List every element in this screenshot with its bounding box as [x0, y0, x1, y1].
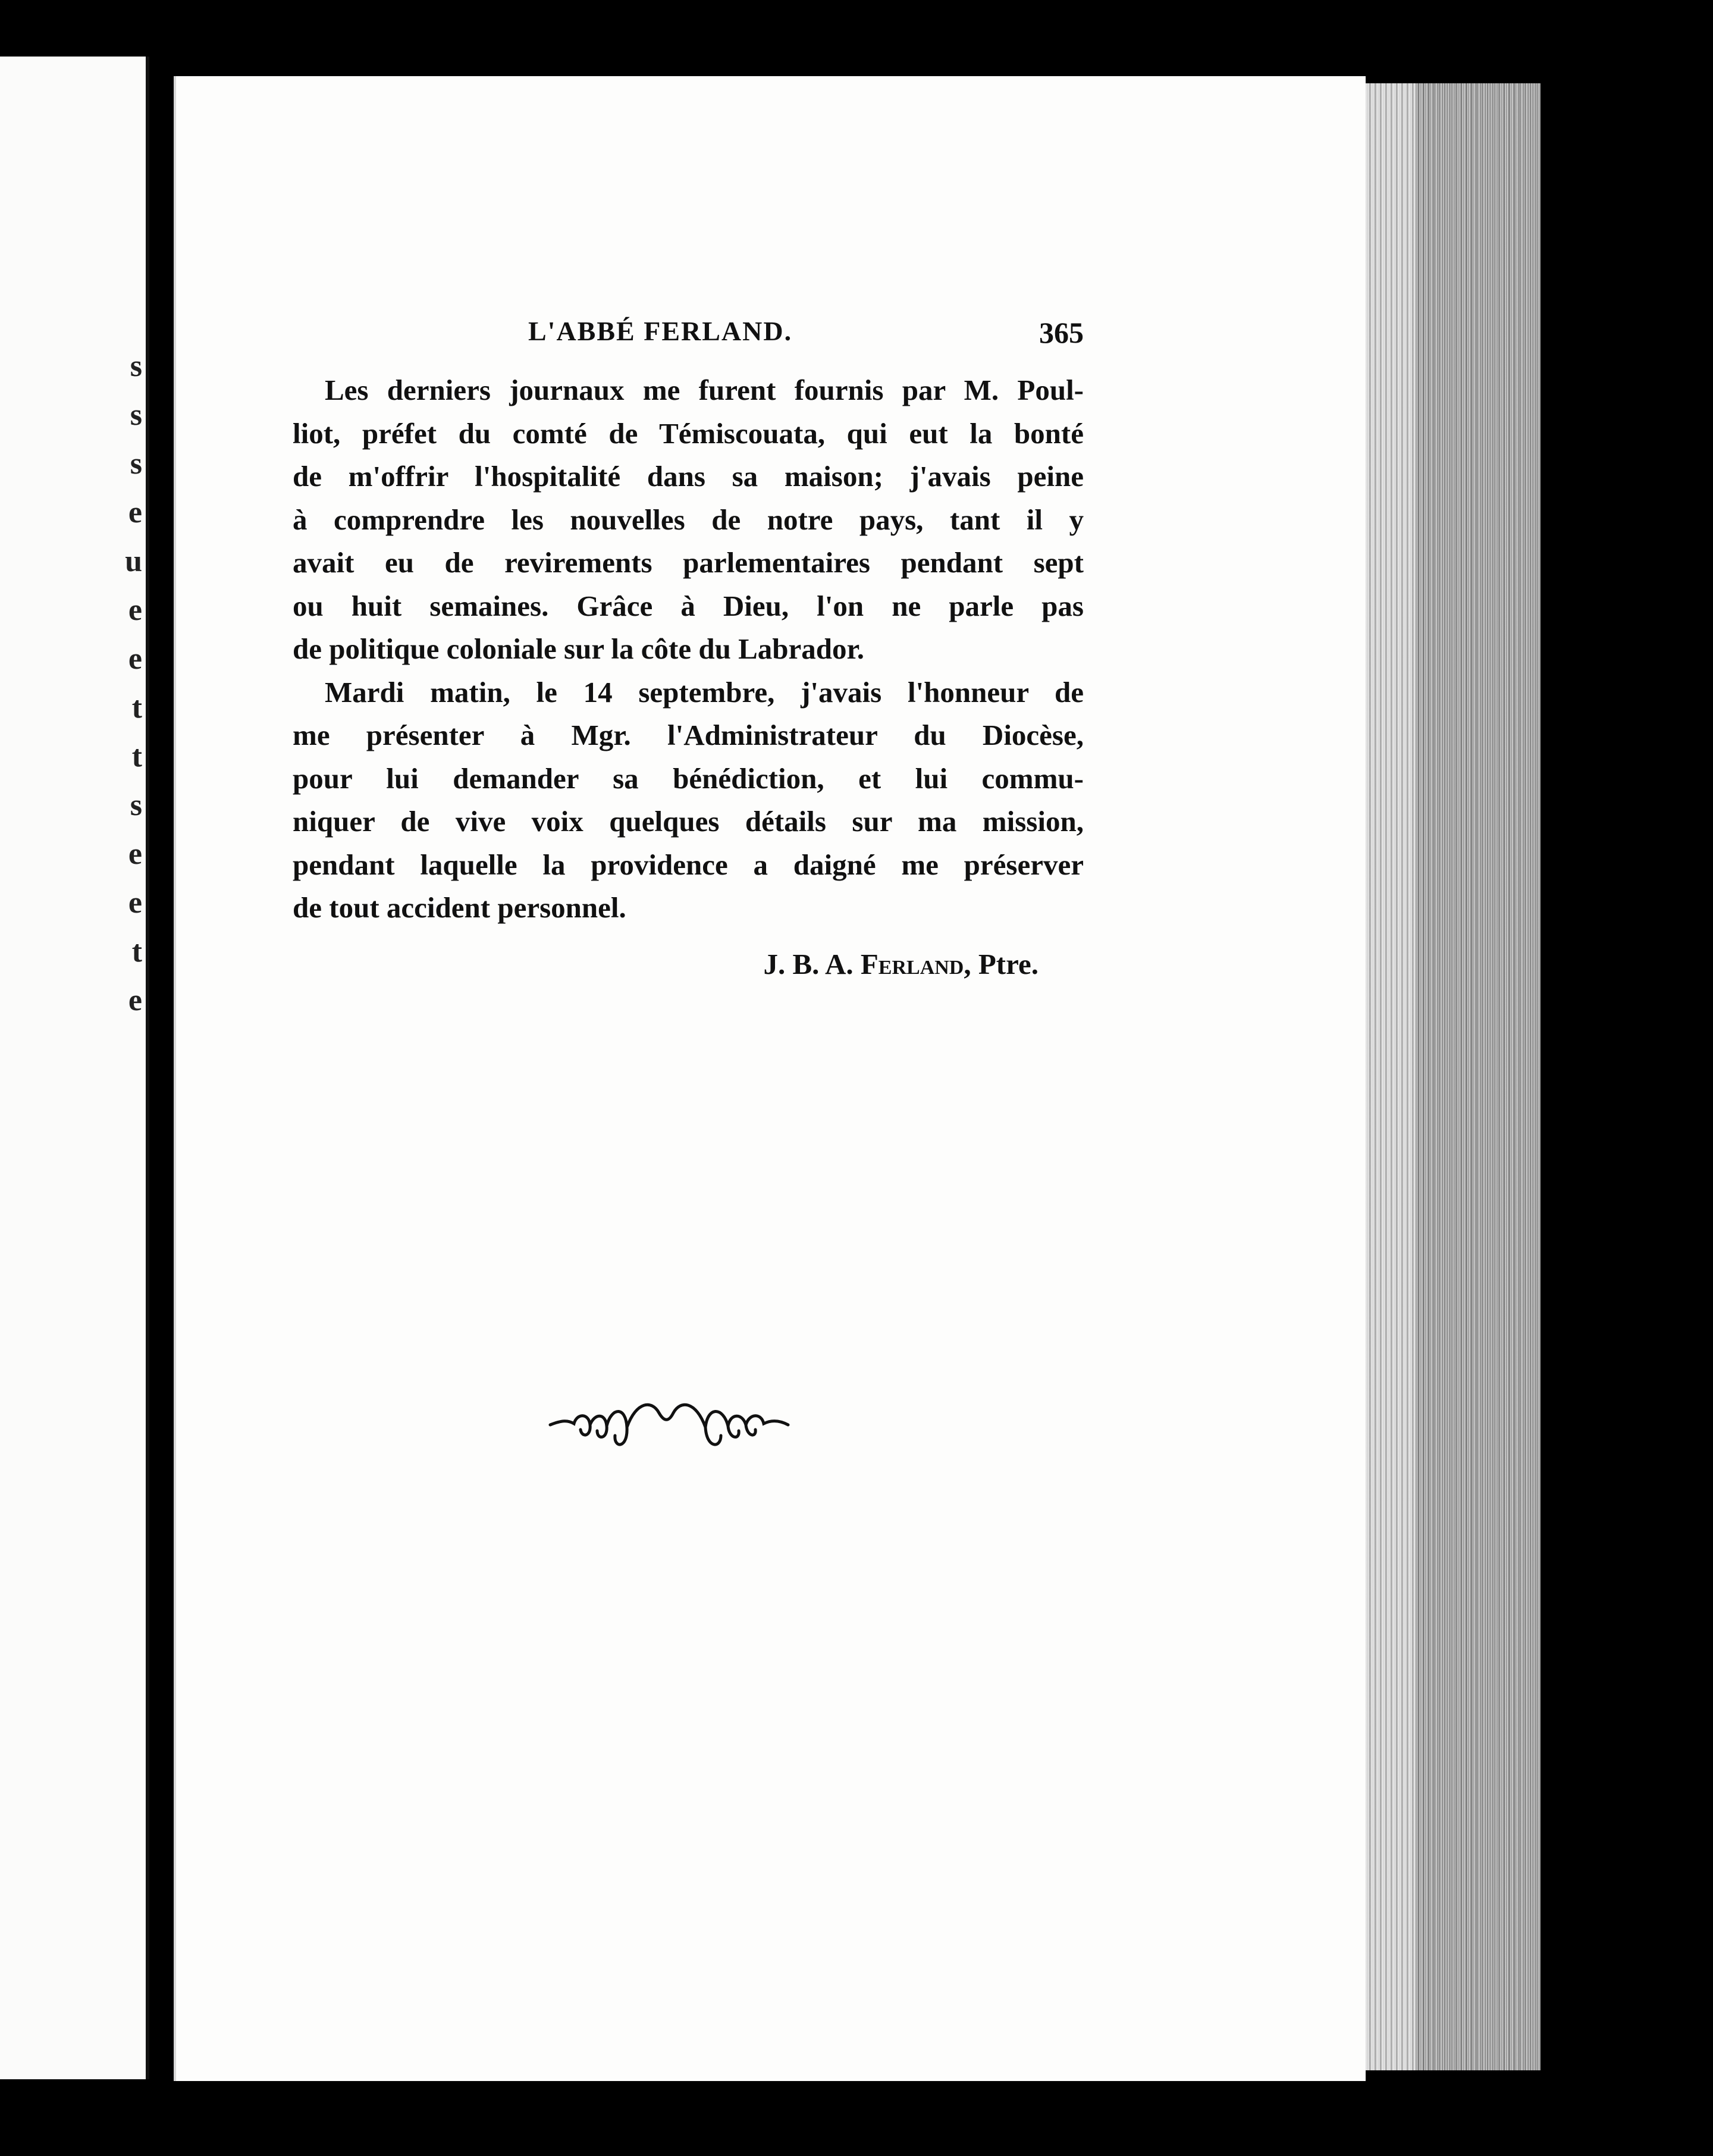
- edge-char: s: [130, 447, 142, 481]
- edge-char: s: [130, 788, 142, 822]
- running-head: [293, 315, 1084, 369]
- edge-char: e: [128, 886, 142, 920]
- tailpiece-ornament: [547, 1389, 791, 1455]
- edge-char: t: [131, 935, 142, 969]
- page-number: 365: [1039, 316, 1084, 349]
- text-line: pour lui demander sa bénédiction, et lui commu-: [293, 762, 1084, 795]
- edge-char: t: [131, 739, 142, 773]
- text-line: de tout accident personnel.: [293, 891, 626, 924]
- text-line: avait eu de revirements parlementaires pendant sept: [293, 546, 1084, 579]
- edge-char: e: [128, 642, 142, 676]
- edge-char: t: [131, 691, 142, 725]
- text-line: à comprendre les nouvelles de notre pays, tant il y: [293, 503, 1084, 536]
- facing-page-left: [0, 57, 149, 2079]
- signature: [293, 941, 1084, 988]
- facing-page-edge-text: [118, 342, 142, 1025]
- signature-suffix: , Ptre.: [964, 947, 1039, 980]
- running-title: L'ABBÉ FERLAND.: [528, 316, 793, 346]
- paragraph-2: [293, 671, 1084, 930]
- signature-surname: Ferland: [860, 947, 964, 980]
- text-line: pendant laquelle la providence a daigné me préserver: [293, 848, 1084, 881]
- text-line: ou huit semaines. Grâce à Dieu, l'on ne parle pas: [293, 589, 1084, 622]
- text-line: liot, préfet du comté de Témiscouata, qui eut la bonté: [293, 416, 1084, 450]
- text-line: niquer de vive voix quelques détails sur ma mission,: [293, 805, 1084, 838]
- paragraph-1: [293, 369, 1084, 671]
- edge-char: s: [130, 349, 142, 383]
- text-line: Les derniers journaux me furent fournis par M. Poul-: [325, 374, 1084, 406]
- edge-char: e: [128, 983, 142, 1017]
- edge-char: s: [130, 398, 142, 432]
- text-line: me présenter à Mgr. l'Administrateur du Diocèse,: [293, 719, 1084, 751]
- text-line: Mardi matin, le 14 septembre, j'avais l'honneur de: [325, 675, 1084, 709]
- text-line: de m'offrir l'hospitalité dans sa maison; j'avais peine: [293, 460, 1084, 493]
- page-text-block: [293, 315, 1084, 988]
- edge-char: u: [125, 544, 142, 578]
- edge-char: e: [128, 496, 142, 529]
- text-line: de politique coloniale sur la côte du Labrador.: [293, 632, 865, 665]
- page-block-edge: [1350, 83, 1541, 2070]
- edge-char: e: [128, 837, 142, 871]
- signature-initials: J. B. A.: [763, 947, 854, 980]
- edge-char: e: [128, 593, 142, 627]
